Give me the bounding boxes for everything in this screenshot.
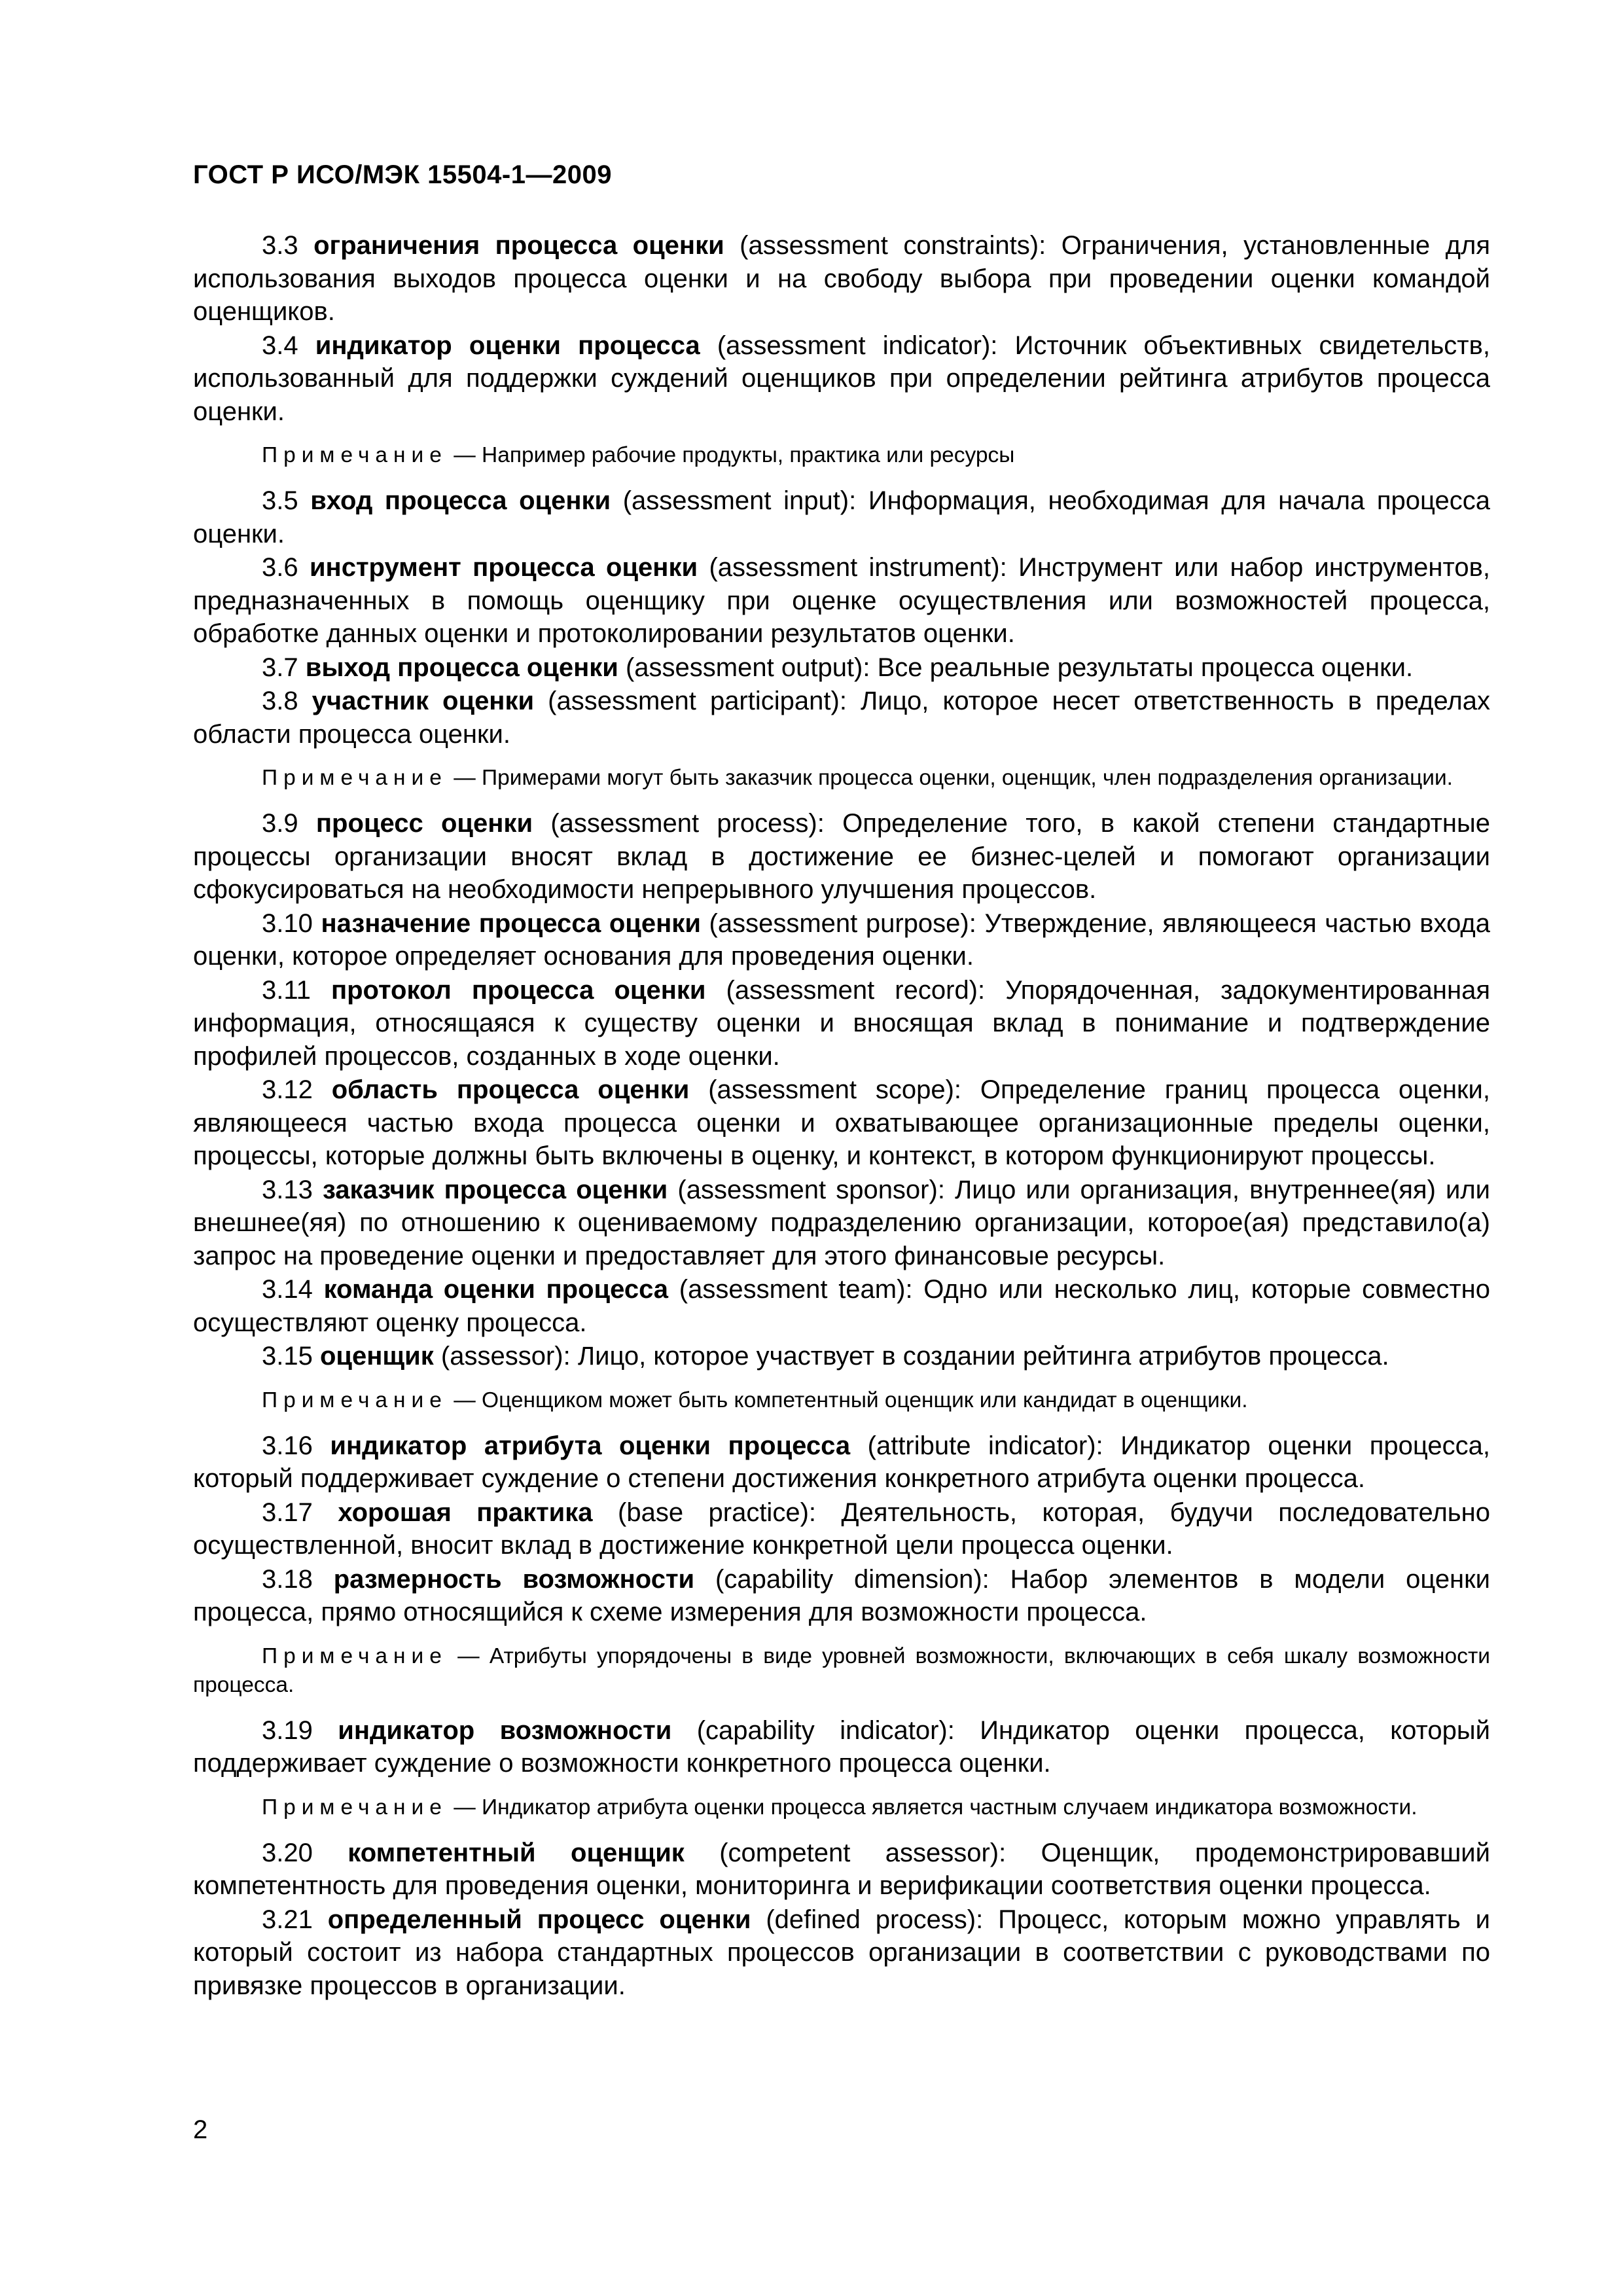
term-entry bbox=[193, 1273, 1490, 1339]
term-entry bbox=[193, 1174, 1490, 1273]
term-number: 3.7 bbox=[262, 653, 298, 682]
term-number: 3.21 bbox=[262, 1905, 313, 1934]
term-english: (capability dimension): bbox=[715, 1564, 990, 1594]
term-english: (attribute indicator): bbox=[867, 1431, 1103, 1460]
term-english: (assessment team): bbox=[679, 1275, 913, 1304]
page-number: 2 bbox=[193, 2115, 208, 2144]
term-english: (defined process): bbox=[766, 1905, 984, 1934]
term-definition: Утверждение, являющееся частью входа оценки, которое определяет основания для проведения оценки. bbox=[193, 908, 1491, 971]
term-definition: Определение того, в какой степени стандартные процессы организации вносят вклад в достижение ее бизнес-целей и помогают организации сфокусироваться на необходимости непрерывного улучшения процессов. bbox=[193, 809, 1490, 904]
term-definition: Процесс, которым можно управлять и который состоит из набора стандартных процессов организации в соответствии с руководствами по привязке процессов в организации. bbox=[193, 1905, 1490, 2000]
term-name: индикатор оценки процесса bbox=[315, 331, 700, 360]
term-number: 3.18 bbox=[262, 1564, 313, 1594]
term-english: (assessment output): bbox=[625, 653, 870, 682]
term-entry bbox=[193, 1429, 1490, 1496]
term-name: хорошая практика bbox=[338, 1498, 593, 1527]
term-entry bbox=[193, 651, 1490, 685]
term-number: 3.12 bbox=[262, 1075, 313, 1104]
note-label: Примечание bbox=[262, 1643, 448, 1668]
term-english: (assessor): bbox=[440, 1342, 571, 1371]
term-number: 3.20 bbox=[262, 1838, 313, 1867]
term-entry bbox=[193, 551, 1490, 651]
term-definition: Одно или несколько лиц, которые совместно осуществляют оценку процесса. bbox=[193, 1275, 1490, 1337]
term-definition: Деятельность, которая, будучи последовательно осуществленной, вносит вклад в достижение конкретной цели процесса оценки. bbox=[193, 1498, 1490, 1560]
term-number: 3.14 bbox=[262, 1275, 313, 1304]
term-number: 3.8 bbox=[262, 687, 298, 715]
document-body bbox=[193, 229, 1490, 2003]
term-entry bbox=[193, 974, 1490, 1073]
term-entry bbox=[193, 329, 1490, 429]
term-name: выход процесса оценки bbox=[305, 653, 618, 682]
term-name: определенный процесс оценки bbox=[327, 1905, 751, 1934]
term-english: (assessment constraints): bbox=[740, 231, 1046, 260]
term-entry bbox=[193, 685, 1490, 751]
page-header: ГОСТ Р ИСО/МЭК 15504-1—2009 bbox=[193, 160, 612, 189]
term-name: размерность возможности bbox=[333, 1564, 695, 1594]
note-text: — Например рабочие продукты, практика или ресурсы bbox=[454, 443, 1015, 467]
note-text: — Примерами могут быть заказчик процесса оценки, оценщик, член подразделения организации. bbox=[454, 766, 1453, 790]
term-english: (competent assessor): bbox=[719, 1838, 1007, 1867]
term-entry bbox=[193, 1714, 1490, 1780]
note-label: Примечание bbox=[262, 1795, 448, 1820]
note-text: — Оценщиком может быть компетентный оценщик или кандидат в оценщики. bbox=[454, 1388, 1248, 1412]
term-name: индикатор возможности bbox=[338, 1715, 672, 1745]
term-entry bbox=[193, 1903, 1490, 2003]
note-label: Примечание bbox=[262, 443, 448, 467]
term-name: компетентный оценщик bbox=[348, 1838, 685, 1867]
term-name: область процесса оценки bbox=[331, 1075, 690, 1104]
term-name: процесс оценки bbox=[315, 809, 533, 838]
term-definition: Ограничения, установленные для использования выходов процесса оценки и на свободу выбора при проведении оценки командой оценщиков. bbox=[193, 231, 1490, 326]
term-number: 3.3 bbox=[262, 231, 298, 260]
term-definition: Лицо или организация, внутреннее(яя) или внешнее(яя) по отношению к оцениваемому подразделению организации, которое(ая) представило(а) запрос на проведение оценки и предоставляет для этого финансовые ресурсы. bbox=[193, 1175, 1491, 1270]
term-english: (base practice): bbox=[618, 1498, 816, 1527]
term-name: ограничения процесса оценки bbox=[313, 231, 724, 260]
term-entry bbox=[193, 1837, 1490, 1903]
term-name: заказчик процесса оценки bbox=[322, 1175, 668, 1204]
term-name: команда оценки процесса bbox=[323, 1275, 669, 1304]
term-entry bbox=[193, 1496, 1490, 1562]
term-name: участник оценки bbox=[312, 687, 535, 715]
term-definition: Набор элементов в модели оценки процесса, прямо относящийся к схеме измерения для возможности процесса. bbox=[193, 1564, 1490, 1626]
term-english: (assessment scope): bbox=[708, 1075, 962, 1104]
term-name: назначение процесса оценки bbox=[321, 908, 701, 938]
term-definition: Лицо, которое несет ответственность в пределах области процесса оценки. bbox=[193, 687, 1491, 749]
term-definition: Определение границ процесса оценки, являющееся частью входа процесса оценки и охватывающее организационные пределы оценки, процессы, которые должны быть включены в оценку, и контекст, в котором функционируют процессы. bbox=[193, 1075, 1490, 1170]
term-definition: Лицо, которое участвует в создании рейтинга атрибутов процесса. bbox=[577, 1342, 1389, 1371]
term-entry bbox=[193, 484, 1490, 550]
term-definition: Информация, необходимая для начала процесса оценки. bbox=[193, 486, 1490, 548]
term-name: протокол процесса оценки bbox=[330, 975, 706, 1005]
term-english: (assessment indicator): bbox=[717, 331, 998, 360]
note-entry bbox=[193, 1386, 1490, 1415]
note-label: Примечание bbox=[262, 1388, 448, 1412]
term-entry bbox=[193, 807, 1490, 906]
term-definition: Оценщик, продемонстрировавший компетентность для проведения оценки, мониторинга и верификации соответствия оценки процесса. bbox=[193, 1838, 1490, 1900]
term-definition: Индикатор оценки процесса, который поддерживает суждение о степени достижения конкретного атрибута оценки процесса. bbox=[193, 1431, 1490, 1493]
term-number: 3.17 bbox=[262, 1498, 313, 1527]
term-english: (assessment purpose): bbox=[709, 908, 976, 938]
term-entry bbox=[193, 229, 1490, 329]
note-label: Примечание bbox=[262, 766, 448, 790]
note-entry bbox=[193, 1793, 1490, 1822]
term-number: 3.16 bbox=[262, 1431, 313, 1460]
term-english: (assessment instrument): bbox=[709, 553, 1007, 582]
note-entry bbox=[193, 441, 1490, 470]
term-name: вход процесса оценки bbox=[310, 486, 611, 515]
term-entry bbox=[193, 1340, 1490, 1373]
term-number: 3.9 bbox=[262, 809, 298, 838]
term-definition: Все реальные результаты процесса оценки. bbox=[877, 653, 1414, 682]
term-english: (assessment sponsor): bbox=[677, 1175, 945, 1204]
term-name: оценщик bbox=[319, 1342, 434, 1371]
note-text: — Атрибуты упорядочены в виде уровней возможности, включающих в себя шкалу возможности процесса. bbox=[193, 1643, 1490, 1697]
term-definition: Источник объективных свидетельств, использованный для поддержки суждений оценщиков при определении рейтинга атрибутов процесса оценки. bbox=[193, 331, 1490, 426]
term-english: (assessment process): bbox=[550, 809, 825, 838]
term-definition: Инструмент или набор инструментов, предназначенных в помощь оценщику при оценке осуществления или возможностей процесса, обработке данных оценки и протоколировании результатов оценки. bbox=[193, 553, 1490, 648]
term-english: (assessment participant): bbox=[548, 687, 847, 715]
term-number: 3.6 bbox=[262, 553, 298, 582]
term-english: (assessment record): bbox=[726, 975, 986, 1005]
term-name: индикатор атрибута оценки процесса bbox=[330, 1431, 851, 1460]
term-number: 3.15 bbox=[262, 1342, 313, 1371]
term-number: 3.19 bbox=[262, 1715, 313, 1745]
term-number: 3.11 bbox=[262, 975, 311, 1005]
term-definition: Упорядоченная, задокументированная информация, относящаяся к существу оценки и вносящая вклад в понимание и подтверждение профилей процессов, созданных в ходе оценки. bbox=[193, 975, 1490, 1071]
term-entry bbox=[193, 1073, 1490, 1173]
term-entry bbox=[193, 907, 1490, 973]
term-english: (assessment input): bbox=[622, 486, 857, 515]
term-entry bbox=[193, 1563, 1490, 1629]
term-number: 3.5 bbox=[262, 486, 298, 515]
term-english: (capability indicator): bbox=[696, 1715, 955, 1745]
note-entry bbox=[193, 1642, 1490, 1700]
term-number: 3.13 bbox=[262, 1175, 313, 1204]
note-text: — Индикатор атрибута оценки процесса является частным случаем индикатора возможности. bbox=[454, 1795, 1418, 1820]
term-number: 3.4 bbox=[262, 331, 298, 360]
term-name: инструмент процесса оценки bbox=[309, 553, 698, 582]
term-number: 3.10 bbox=[262, 908, 313, 938]
note-entry bbox=[193, 764, 1490, 793]
term-definition: Индикатор оценки процесса, который поддерживает суждение о возможности конкретного процесса оценки. bbox=[193, 1715, 1491, 1778]
